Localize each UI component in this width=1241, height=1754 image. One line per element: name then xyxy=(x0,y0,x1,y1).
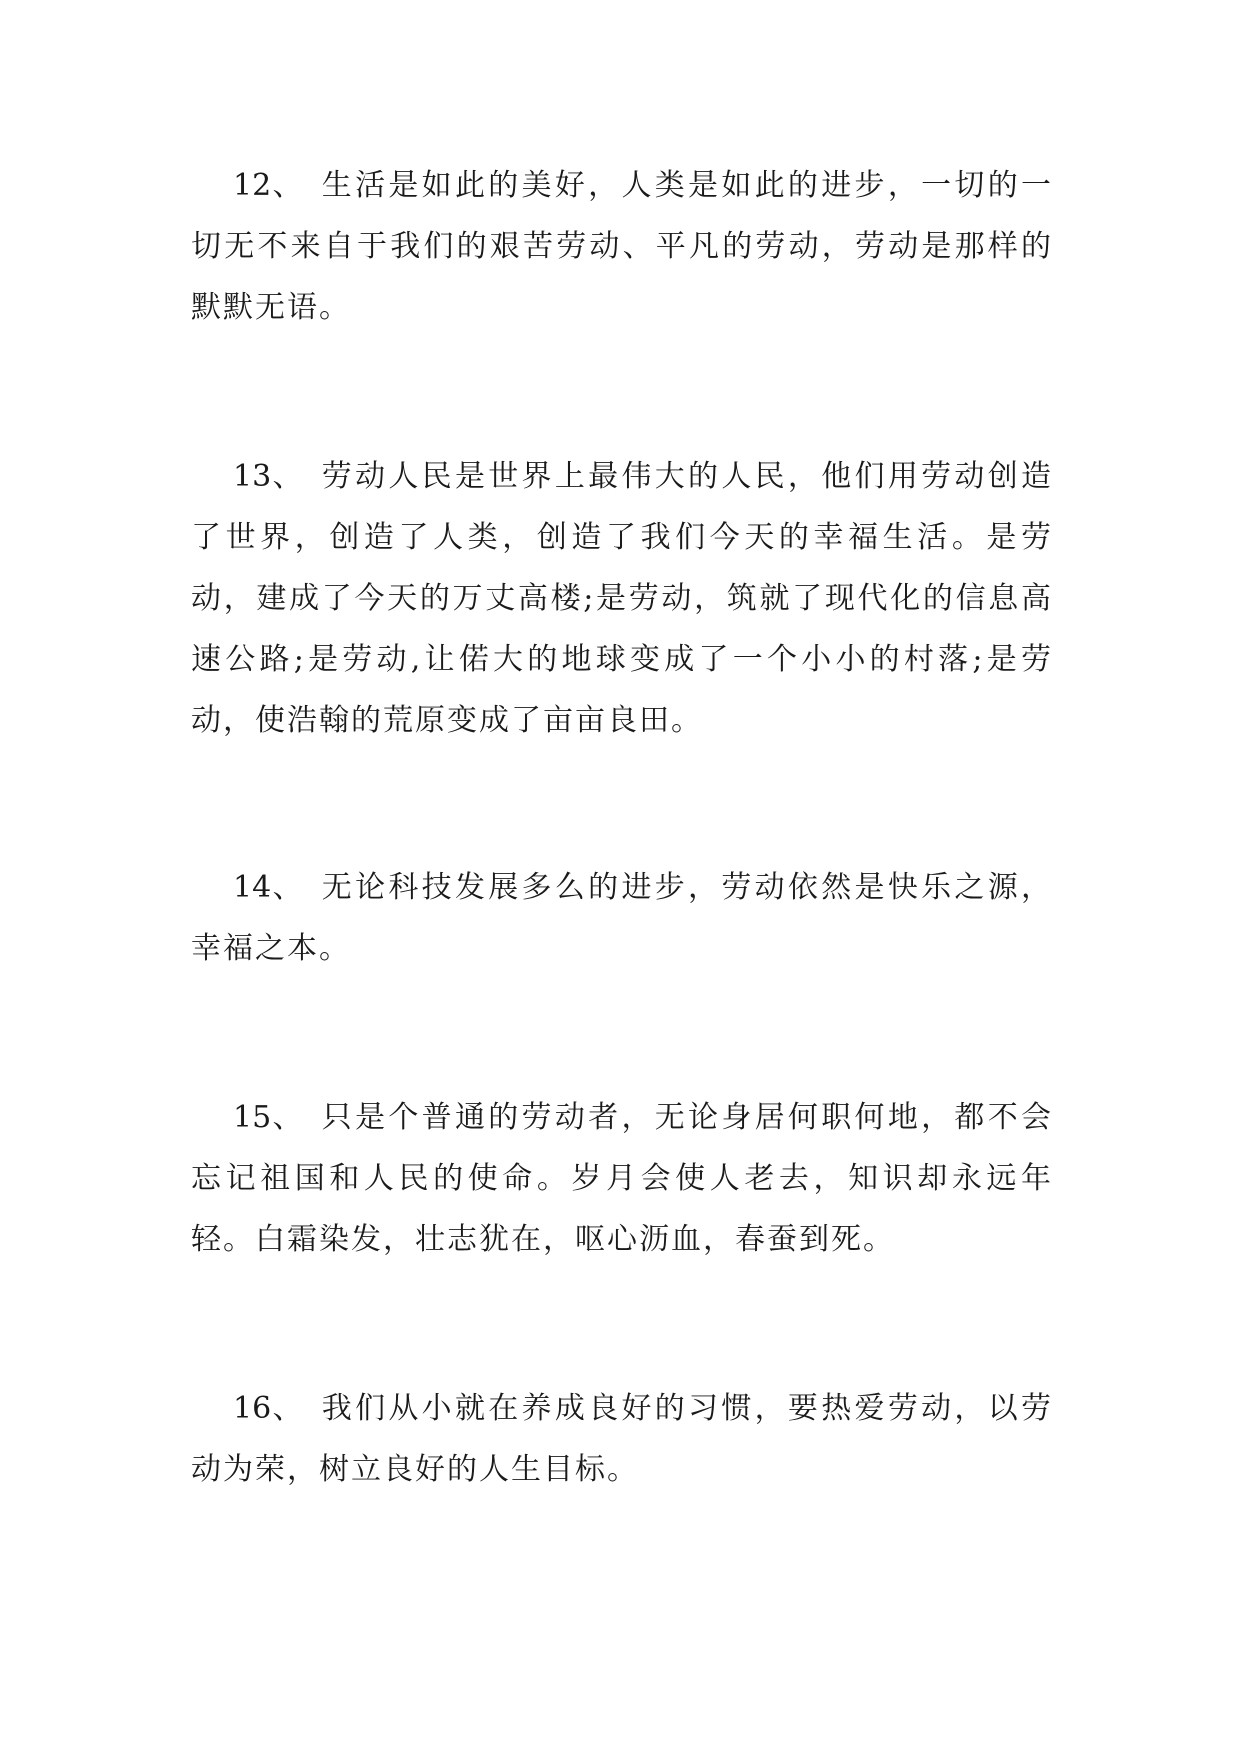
paragraph-number: 15、 xyxy=(233,1100,304,1135)
paragraph-text: 只是个普通的劳动者，无论身居何职何地，都不会忘记祖国和人民的使命。岁月会使人老去，知识却永远年轻。白霜染发，壮志犹在，呕心沥血，春蚕到死。 xyxy=(191,1100,1054,1257)
paragraph-14 xyxy=(191,857,1053,979)
paragraph-13 xyxy=(191,446,1053,751)
paragraph-number: 16、 xyxy=(233,1391,304,1426)
paragraph-12 xyxy=(191,155,1053,338)
paragraph-text: 生活是如此的美好，人类是如此的进步，一切的一切无不来自于我们的艰苦劳动、平凡的劳动，劳动是那样的默默无语。 xyxy=(191,168,1054,325)
paragraph-text: 我们从小就在养成良好的习惯，要热爱劳动，以劳动为荣，树立良好的人生目标。 xyxy=(191,1391,1054,1487)
paragraph-16 xyxy=(191,1378,1053,1500)
paragraph-number: 14、 xyxy=(233,870,304,905)
paragraph-text: 劳动人民是世界上最伟大的人民，他们用劳动创造了世界，创造了人类，创造了我们今天的幸福生活。是劳动，建成了今天的万丈高楼;是劳动，筑就了现代化的信息高速公路;是劳动,让偌大的地球变成了一个小小的村落;是劳动，使浩翰的荒原变成了亩亩良田。 xyxy=(191,459,1054,738)
paragraph-15 xyxy=(191,1087,1053,1270)
paragraph-number: 13、 xyxy=(233,459,304,494)
paragraph-text: 无论科技发展多么的进步，劳动依然是快乐之源，幸福之本。 xyxy=(191,870,1054,966)
paragraph-number: 12、 xyxy=(233,168,304,203)
